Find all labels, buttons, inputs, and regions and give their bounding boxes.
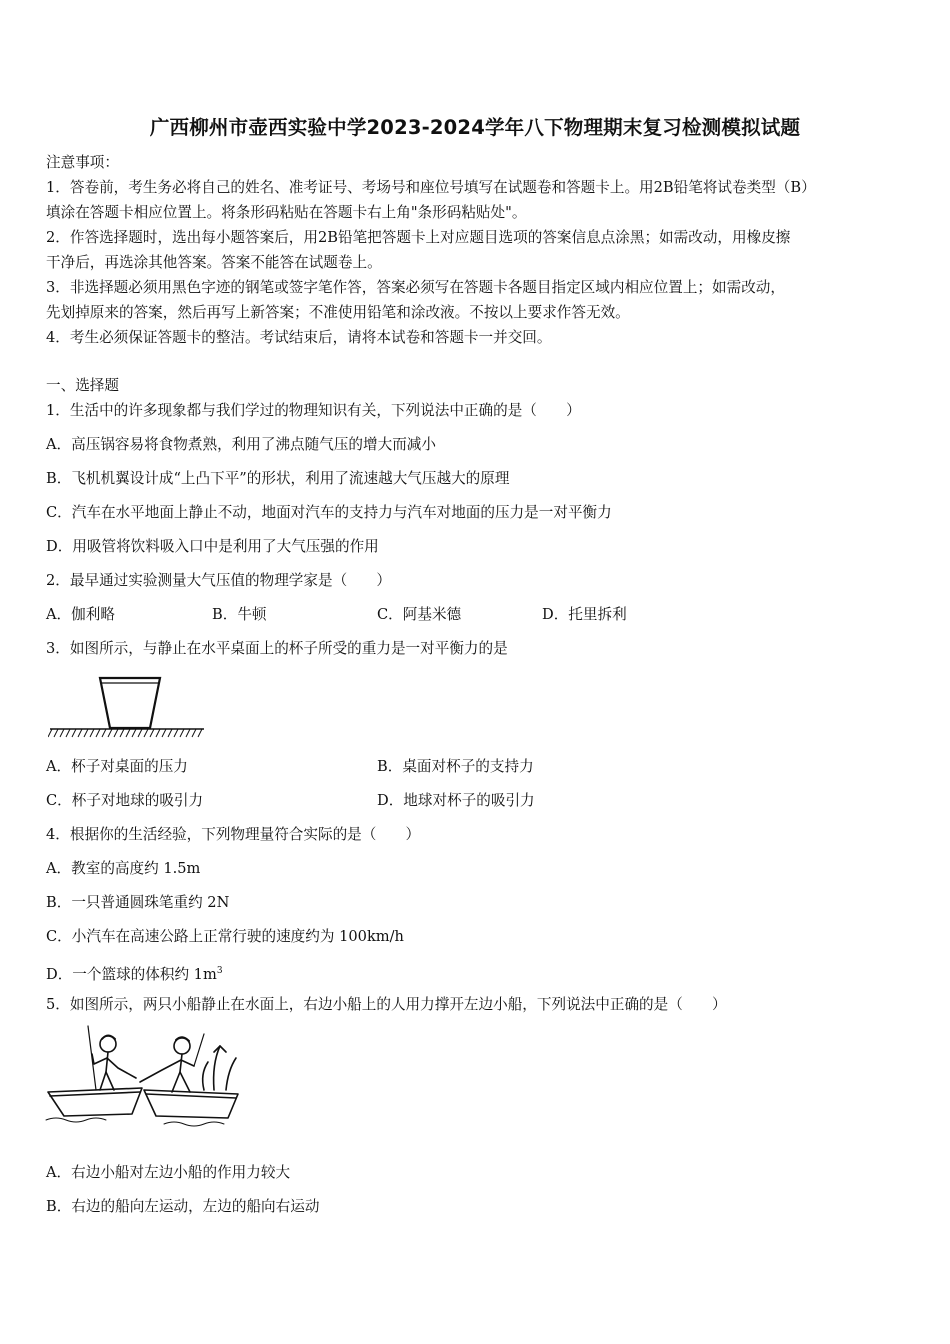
notice-line: 3．非选择题必须用黑色字迹的钢笔或签字笔作答，答案必须写在答题卡各题目指定区域内相应位置上；如需改动， xyxy=(46,279,785,296)
q5-option-a: A．右边小船对左边小船的作用力较大 xyxy=(46,1164,291,1181)
q3-option-a: A．杯子对桌面的压力 xyxy=(46,758,188,775)
q4-option-d-text: D．一个篮球的体积约 1m xyxy=(46,965,217,983)
q2-option-b: B．牛顿 xyxy=(212,606,267,623)
exam-title: 广西柳州市壶西实验中学2023-2024学年八下物理期末复习检测模拟试题 xyxy=(149,116,801,139)
notice-line: 填涂在答题卡相应位置上。将条形码粘贴在答题卡右上角"条形码粘贴处"。 xyxy=(46,204,527,221)
notice-line: 4．考生必须保证答题卡的整洁。考试结束后，请将本试卷和答题卡一并交回。 xyxy=(46,329,552,346)
notice-line: 2．作答选择题时，选出每小题答案后，用2B铅笔把答题卡上对应题目选项的答案信息点涂黑；如需改动，用橡皮擦 xyxy=(46,229,791,246)
q3-option-d: D．地球对杯子的吸引力 xyxy=(377,792,535,809)
q1-option-c: C．汽车在水平地面上静止不动，地面对汽车的支持力与汽车对地面的压力是一对平衡力 xyxy=(46,504,612,521)
question-4-stem: 4．根据你的生活经验，下列物理量符合实际的是（ ） xyxy=(46,826,421,843)
q2-option-c: C．阿基米德 xyxy=(377,606,462,623)
section-heading: 一、选择题 xyxy=(46,377,119,394)
question-1-stem: 1．生活中的许多现象都与我们学过的物理知识有关，下列说法中正确的是（ ） xyxy=(46,402,581,419)
q5-option-b: B．右边的船向左运动，左边的船向右运动 xyxy=(46,1198,320,1215)
q4-option-a: A．教室的高度约 1.5m xyxy=(46,860,201,877)
question-3-stem: 3．如图所示，与静止在水平桌面上的杯子所受的重力是一对平衡力的是 xyxy=(46,640,508,657)
q4-option-d-superscript: 3 xyxy=(216,966,223,976)
cup-on-table-figure xyxy=(48,674,208,742)
q4-option-d xyxy=(46,961,223,985)
notice-line: 干净后，再选涂其他答案。答案不能答在试题卷上。 xyxy=(46,254,382,271)
q3-option-c: C．杯子对地球的吸引力 xyxy=(46,792,204,809)
notice-heading: 注意事项： xyxy=(46,154,119,171)
two-boats-figure xyxy=(44,1024,244,1128)
q1-option-b: B．飞机机翼设计成“上凸下平”的形状，利用了流速越大气压越大的原理 xyxy=(46,470,510,487)
q4-option-b: B．一只普通圆珠笔重约 2N xyxy=(46,894,230,911)
q4-option-c: C．小汽车在高速公路上正常行驶的速度约为 100km/h xyxy=(46,928,404,945)
q3-option-b: B．桌面对杯子的支持力 xyxy=(377,758,534,775)
question-2-stem: 2．最早通过实验测量大气压值的物理学家是（ ） xyxy=(46,572,391,589)
q2-option-a: A．伽利略 xyxy=(46,606,115,623)
q1-option-a: A．高压锅容易将食物煮熟，利用了沸点随气压的增大而减小 xyxy=(46,436,436,453)
question-5-stem: 5．如图所示，两只小船静止在水面上，右边小船上的人用力撑开左边小船，下列说法中正确的是（ ） xyxy=(46,996,727,1013)
notice-line: 1．答卷前，考生务必将自己的姓名、准考证号、考场号和座位号填写在试题卷和答题卡上。用2B铅笔将试卷类型（B） xyxy=(46,179,816,196)
notice-line: 先划掉原来的答案，然后再写上新答案；不准使用铅笔和涂改液。不按以上要求作答无效。 xyxy=(46,304,630,321)
q1-option-d: D．用吸管将饮料吸入口中是利用了大气压强的作用 xyxy=(46,538,379,555)
q2-option-d: D．托里拆利 xyxy=(542,606,627,623)
